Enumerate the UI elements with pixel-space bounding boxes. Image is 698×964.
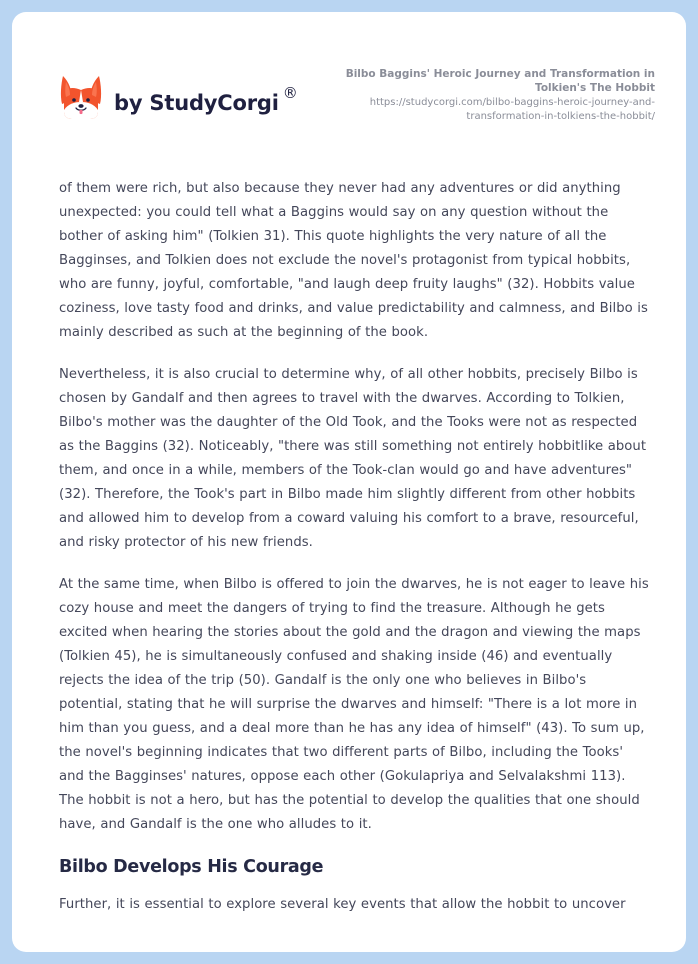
- studycorgi-logo[interactable]: [60, 76, 298, 122]
- article-body: [59, 177, 651, 935]
- paragraph: At the same time, when Bilbo is offered to join the dwarves, he is not eager to leave his cozy house and meet the dangers of trying to find the treasure. Although he gets excited when hearing the stories about the gold and the dragon and viewing the maps (Tolkien 45), he is simultaneously confused and shaking inside (46) and eventually rejects the idea of the trip (50). Gandalf is the only one who believes in Bilbo's potential, stating that he will surprise the dwarves and himself: "There is a lot more in him than you guess, and a deal more than he has any idea of himself" (43). To sum up, the novel's beginning indicates that two different parts of Bilbo, including the Tooks' and the Bagginses' natures, oppose each other (Gokulapriya and Selvalakshmi 113). The hobbit is not a hero, but has the potential to develop the qualities that one should have, and Gandalf is the one who alludes to it.: [59, 577, 649, 832]
- paragraph: Nevertheless, it is also crucial to determine why, of all other hobbits, precisely Bilbo is chosen by Gandalf and then agrees to travel with the dwarves. According to Tolkien, Bilbo's mother was the daughter of the Old Took, and the Tooks were not as respected as the Baggins (32). Noticeably, "there was still something not entirely hobbitlike about them, and once in a while, members of the Took-clan would go and have adventures" (32). Therefore, the Took's part in Bilbo made him slightly different from other hobbits and allowed him to develop from a coward valuing his comfort to a brave, resourceful, and risky protector of his new friends.: [59, 367, 647, 550]
- brand-name: by StudyCorgi: [114, 91, 279, 115]
- page-header: [12, 12, 686, 162]
- paragraph: Further, it is essential to explore several key events that allow the hobbit to uncover: [59, 897, 626, 912]
- document-meta: [325, 67, 655, 124]
- paragraph: of them were rich, but also because they never had any adventures or did anything unexpected: you could tell what a Baggins would say on any question without the bother of asking him" (Tolkien 31). This quote highlights the very nature of all the Bagginses, and Tolkien does not exclude the novel's protagonist from typical hobbits, who are funny, joyful, comfortable, "and laugh deep fruity laughs" (32). Hobbits value coziness, love tasty food and drinks, and value predictability and calmness, and Bilbo is mainly described as such at the beginning of the book.: [59, 181, 648, 340]
- document-title: Bilbo Baggins' Heroic Journey and Transformation in Tolkien's The Hobbit: [345, 68, 655, 94]
- corgi-head-icon: [60, 74, 102, 120]
- section-heading: Bilbo Develops His Courage: [59, 857, 324, 877]
- document-page: [12, 12, 686, 952]
- document-url[interactable]: https://studycorgi.com/bilbo-baggins-heroic-journey-and-transformation-in-tolkiens-the-hobbit/: [369, 97, 655, 122]
- registered-mark: ®: [282, 84, 298, 102]
